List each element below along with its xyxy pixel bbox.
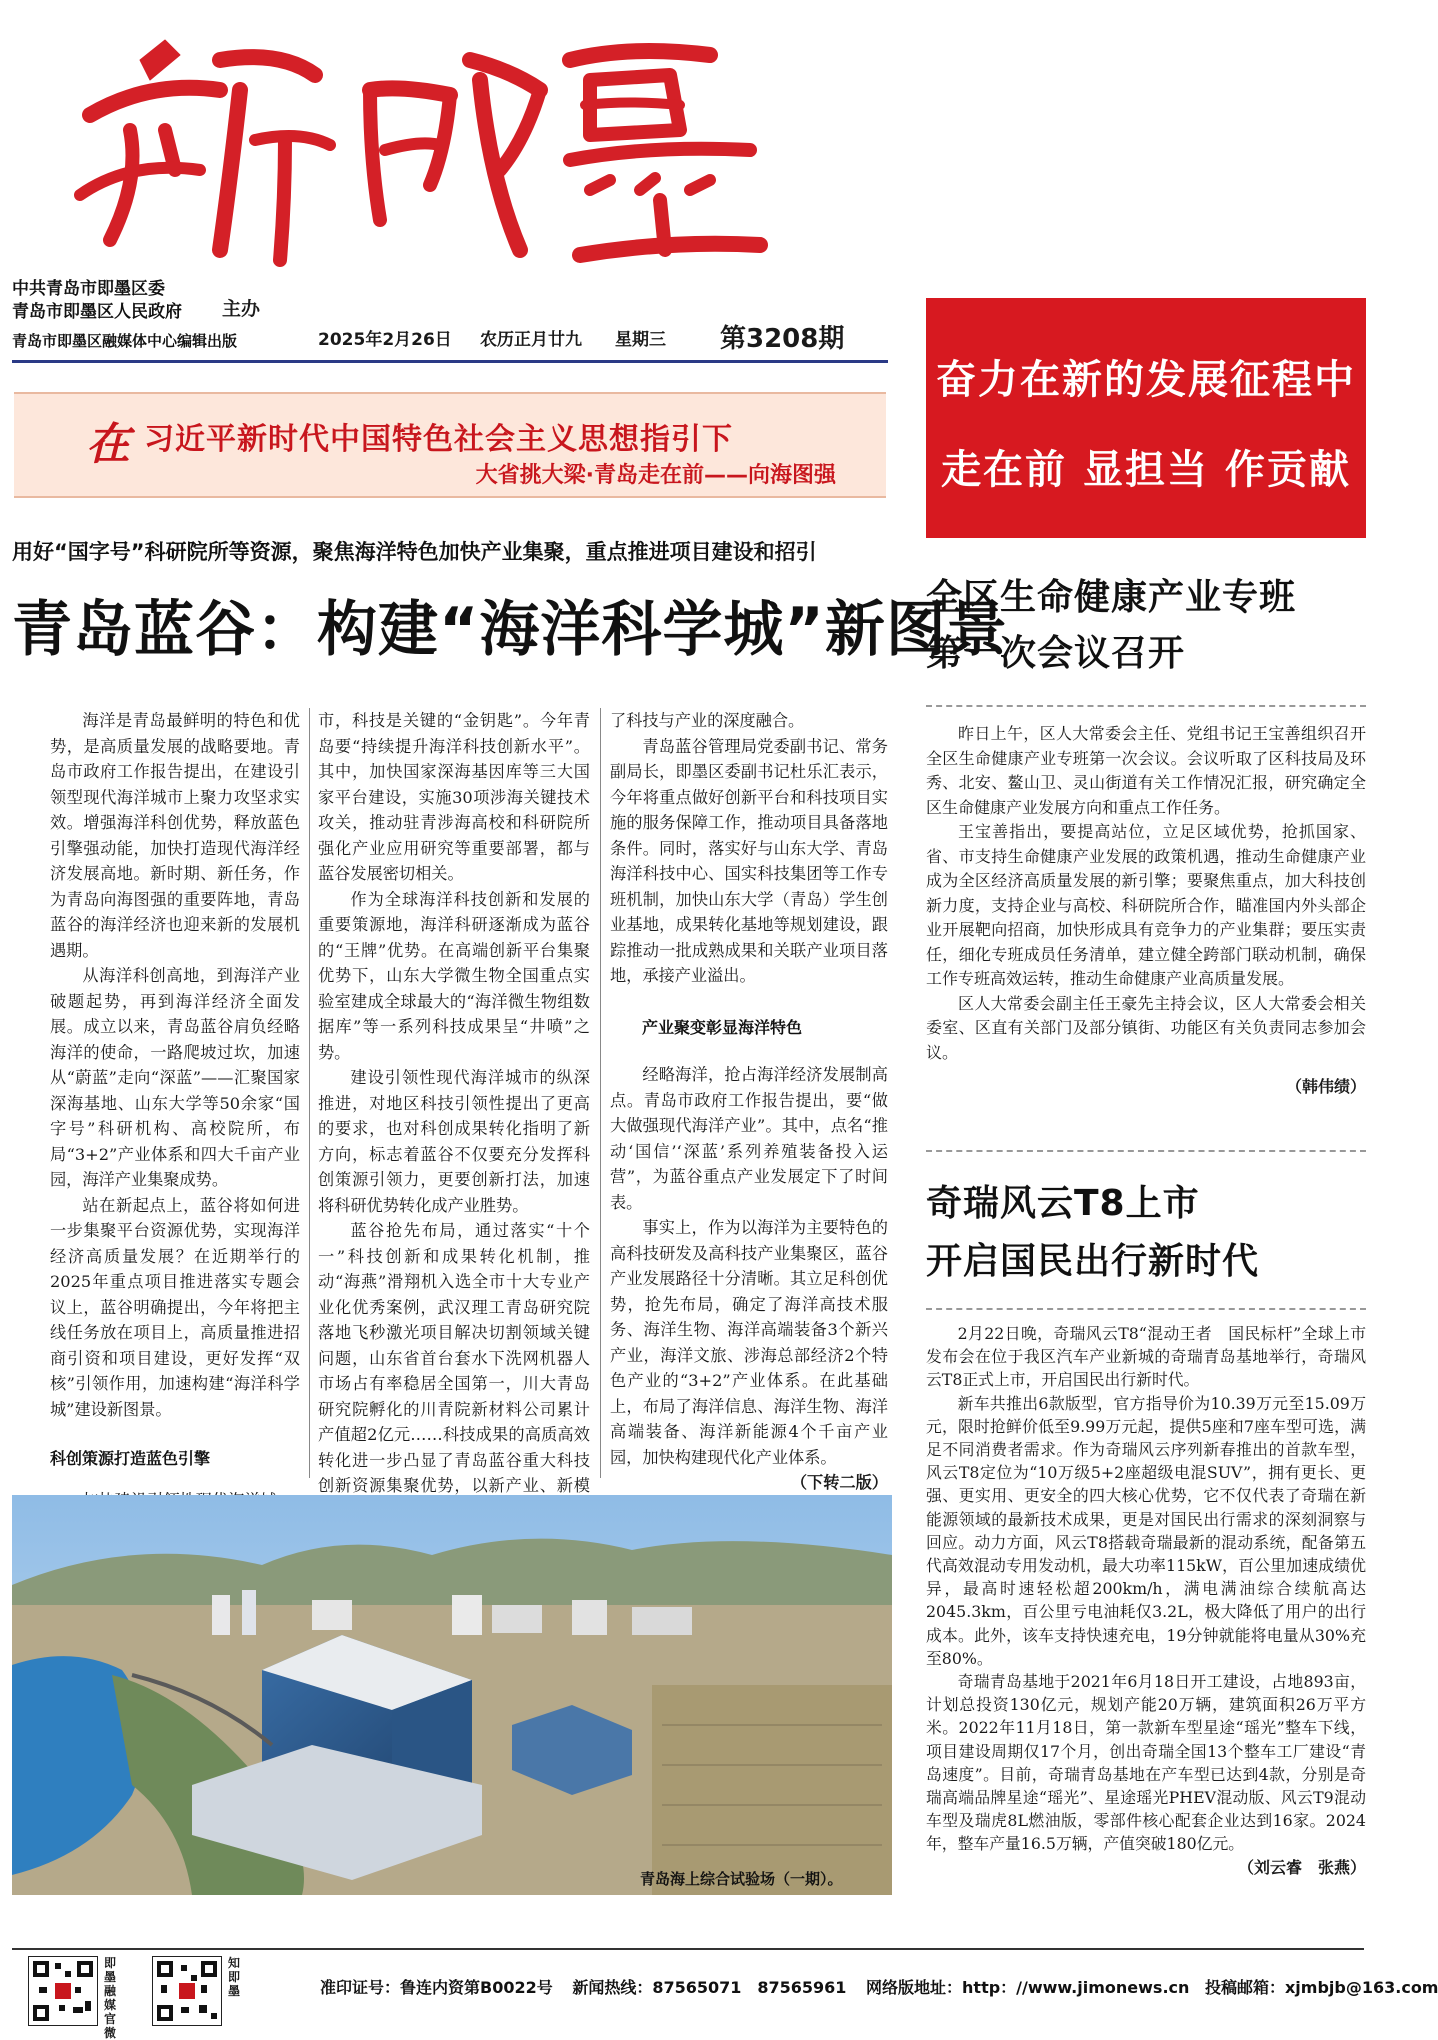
slogan-line1: 奋力在新的发展征程中 [936,357,1356,403]
story3-byline: （刘云睿 张燕） [1237,1857,1366,1877]
column-divider [600,708,601,1478]
dashed-divider [926,705,1366,707]
dashed-divider [926,1308,1366,1310]
footer-license: 准印证号：鲁连内资第B0022号 [320,1978,553,1997]
footer-website[interactable]: 网络版地址：http：//www.jimonews.cn [866,1978,1190,1997]
issue-number: 第3208期 [720,324,845,354]
continued-notice: （下转二版） [790,1473,888,1492]
paragraph: 2月22日晚，奇瑞风云T8“混动王者 国民标杆”全球上市发布会在位于我区汽车产业新城的奇瑞青岛基地举行，奇瑞风云T8正式上市，开启国民出行新时代。 [926,1324,1366,1390]
main-column-2 [318,708,590,1524]
dashed-divider [926,1150,1366,1152]
paragraph: 经略海洋，抢占海洋经济发展制高点。青岛市政府工作报告提出，要“做大做强现代海洋产业”。其中，点名“推动‘国信’‘深蓝’系列养殖装备投入运营”，为蓝谷重点产业发展定下了时间表。 [610,1065,888,1212]
story3-body [926,1322,1366,1879]
paragraph: 海洋是青岛最鲜明的特色和优势，是高质量发展的战略要地。青岛市政府工作报告提出，在建设引领型现代海洋城市上聚力攻坚求实效。增强海洋科创优势，释放蓝色引擎强动能，加快打造现代海洋经济发展高地。新时期、新任务，作为青岛向海图强的重要阵地，青岛蓝谷的海洋经济也迎来新的发展机遇期。 [50,711,300,960]
footer-email[interactable]: 投稿邮箱：xjmbjb@163.com [1204,1978,1438,1997]
column-divider [309,708,310,1478]
paragraph: 了科技与产业的深度融合。 [610,711,805,730]
main-column-3 [610,708,888,1496]
aerial-photo [12,1495,892,1895]
paragraph: 蓝谷抢先布局，通过落实“十个一”科技创新和成果转化机制，推动“海燕”滑翔机入选全市十大专业产业化优秀案例，武汉理工青岛研究院落地飞秒激光项目解决切割领域关键问题，山东省首台套水下洗网机器人市场占有率稳居全国第一，川大青岛研究院孵化的川青院新材料公司累计产值超2亿元……科技成果的高质高效转化进一步凸显了青岛蓝谷重大科技创新资源集聚优势，以新产业、新模 [318,1221,590,1495]
footer-info [320,1975,1438,1998]
theme-banner [14,392,886,498]
paragraph: 青岛蓝谷管理局党委副书记、常务副局长，即墨区委副书记杜乐汇表示，今年将重点做好创新平台和科技项目实施的服务保障工作，推动项目具备落地条件。同时，落实好与山东大学、青岛海洋科技中心、国实科技集团等工作专班机制，加快山东大学（青岛）学生创业基地，成果转化基地等规划建设，跟踪推动一批成熟成果和关联产业项目落地，承接产业溢出。 [610,736,888,985]
paragraph: 站在新起点上，蓝谷将如何进一步集聚平台资源优势，实现海洋经济高质量发展？在近期举行的2025年重点项目推进落实专题会议上，蓝谷明确提出，今年将把主线任务放在项目上，高质量推进招商引资和项目建设，更好发挥“双核”引领作用，加速构建“海洋科学城”建设新图景。 [50,1195,300,1419]
banner-lead-char: 在 [86,419,130,470]
subhead-innovation: 科创策源打造蓝色引擎 [50,1449,211,1468]
story2-title-line1: 全区生命健康产业专班 [926,577,1297,618]
slogan-line2: 走在前 显担当 作贡献 [941,447,1351,493]
organizer-2: 青岛市即墨区人民政府 [12,302,182,322]
banner-line2: 大省挑大梁·青岛走在前——向海图强 [475,463,836,488]
masthead-rule [12,360,888,363]
paragraph: 从海洋科创高地，到海洋产业破题起势，再到海洋经济全面发展。成立以来，青岛蓝谷肩负经略海洋的使命，一路爬坡过坎，加速从“蔚蓝”走向“深蓝”——汇聚国家深海基地、山东大学等50余家“国字号”科研机构、高校院所，布局“3+2”产业体系和四大千亩产业园，海洋产业集聚成势。 [50,966,300,1189]
organizer-suffix: 主办 [222,298,261,320]
organizer-1: 中共青岛市即墨区委 [12,279,165,299]
paragraph: 事实上，作为以海洋为主要特色的高科技研发及高科技产业集聚区，蓝谷产业发展路径十分清晰。其立足科创优势，抢先布局，确定了海洋高技术服务、海洋生物、海洋高端装备3个新兴产业，海洋文旅、涉海总部经济2个特色产业的“3+2”产业体系。在此基础上，布局了海洋信息、海洋生物、海洋高端装备、海洋新能源4个千亩产业园，加快构建现代化产业体系。 [610,1218,888,1467]
paragraph: 区人大常委会副主任王豪先主持会议，区人大常委会相关委室、区直有关部门及部分镇街、功能区有关负责同志参加会议。 [926,993,1366,1062]
masthead-logo [70,20,770,270]
paragraph: 王宝善指出，要提高站位，立足区域优势，抢抓国家、省、市支持生命健康产业发展的政策机遇，推动生命健康产业成为全区经济高质量发展的新引擎；要聚焦重点，加大科技创新力度，支持企业与高校、科研院所合作，瞄准国内外头部企业开展靶向招商，加快形成具有竞争力的产业集群；要压实责任，细化专班成员任务清单，建立健全跨部门联动机制，确保工作专班高效运转，推动生命健康产业高质量发展。 [926,822,1366,988]
slogan-box [926,298,1366,538]
story2-body [926,722,1366,1100]
story2-byline: （韩伟绩） [1285,1077,1366,1096]
qr-code-2[interactable] [152,1956,222,2026]
paragraph: 市，科技是关键的“金钥匙”。今年青岛要“持续提升海洋科技创新水平”。其中，加快国家深海基因库等三大国家平台建设，实施30项涉海关键技术攻关，推动驻青涉海高校和科研院所强化产业应用研究等重要部署，都与蓝谷发展密切相关。 [318,711,590,883]
logo-calligraphy [70,20,770,270]
qr-code-icon [29,1957,97,2025]
story3-title-line2: 开启国民出行新时代 [926,1241,1260,1282]
photo-illustration [12,1495,892,1895]
weekday: 星期三 [615,330,666,350]
subhead-industry: 产业聚变彰显海洋特色 [642,1017,803,1037]
issue-date: 2025年2月26日 [318,330,452,350]
story3-title-line1: 奇瑞风云T8上市 [926,1183,1200,1224]
lunar-date: 农历正月廿九 [480,330,582,350]
qr-code-icon [153,1957,221,2025]
publisher: 青岛市即墨区融媒体中心编辑出版 [12,332,238,350]
footer-hotline: 新闻热线：87565071 87565961 [572,1978,847,1997]
main-column-1 [50,708,300,1513]
qr1-label: 即墨融媒官微 [104,1956,117,2040]
photo-caption: 青岛海上综合试验场（一期）。 [640,1870,843,1888]
main-headline: 青岛蓝谷：构建“海洋科学城”新图景 [12,595,1008,665]
qr2-label: 知即墨 [228,1956,241,1998]
footer-rule [12,1948,1364,1950]
banner-line1: 习近平新时代中国特色社会主义思想指引下 [144,422,733,457]
paragraph: 建设引领性现代海洋城市的纵深推进，对地区科技引领性提出了更高的要求，也对科创成果转化指明了新方向，标志着蓝谷不仅要充分发挥科创策源引领力，更要创新打法，加速将科研优势转化成产业胜势。 [318,1068,590,1215]
story2-title-line2: 第一次会议召开 [926,633,1186,674]
paragraph: 昨日上午，区人大常委会主任、党组书记王宝善组织召开全区生命健康产业专班第一次会议。会议听取了区科技局及环秀、北安、鳌山卫、灵山街道有关工作情况汇报，研究确定全区生命健康产业发展方向和重点工作任务。 [926,724,1366,817]
main-kicker: 用好“国字号”科研院所等资源，聚焦海洋特色加快产业集聚，重点推进项目建设和招引 [12,540,817,564]
qr-code-1[interactable] [28,1956,98,2026]
paragraph: 作为全球海洋科技创新和发展的重要策源地，海洋科研逐渐成为蓝谷的“王牌”优势。在高端创新平台集聚优势下，山东大学微生物全国重点实验室建成全球最大的“海洋微生物组数据库”等一系列科技成果呈“井喷”之势。 [318,889,590,1062]
paragraph: 新车共推出6款版型，官方指导价为10.39万元至15.09万元，限时抢鲜价低至9.99万元起，提供5座和7座车型可选，满足不同消费者需求。作为奇瑞风云序列新春推出的首款车型，风云T8定位为“10万级5+2座超级电混SUV”，拥有更长、更强、更实用、更安全的四大核心优势，它不仅代表了奇瑞在新能源领域的最新技术成果，更是对国民出行需求的深刻洞察与回应。动力方面，风云T8搭载奇瑞最新的混动系统，配备第五代高效混动专用发动机，最大功率115kW，百公里加速成绩优异，最高时速轻松超200km/h，满电满油综合续航高达2045.3km，百公里亏电油耗仅3.2L，极大降低了用户的出行成本。此外，该车支持快速充电，19分钟就能将电量从30%充至80%。 [926,1393,1366,1668]
paragraph: 奇瑞青岛基地于2021年6月18日开工建设，占地893亩，计划总投资130亿元，规划产能20万辆，建筑面积26万平方米。2022年11月18日，第一款新车型星途“瑶光”整车下线，项目建设周期仅17个月，创出奇瑞全国13个整车工厂建设“青岛速度”。目前，奇瑞青岛基地在产车型已达到4款，分别是奇瑞高端品牌星途“瑶光”、星途瑶光PHEV混动版、风云T9混动车型及瑞虎8L燃油版，零部件核心配套企业达到16家。2024年，整车产量16.5万辆，产值突破180亿元。 [926,1672,1366,1854]
